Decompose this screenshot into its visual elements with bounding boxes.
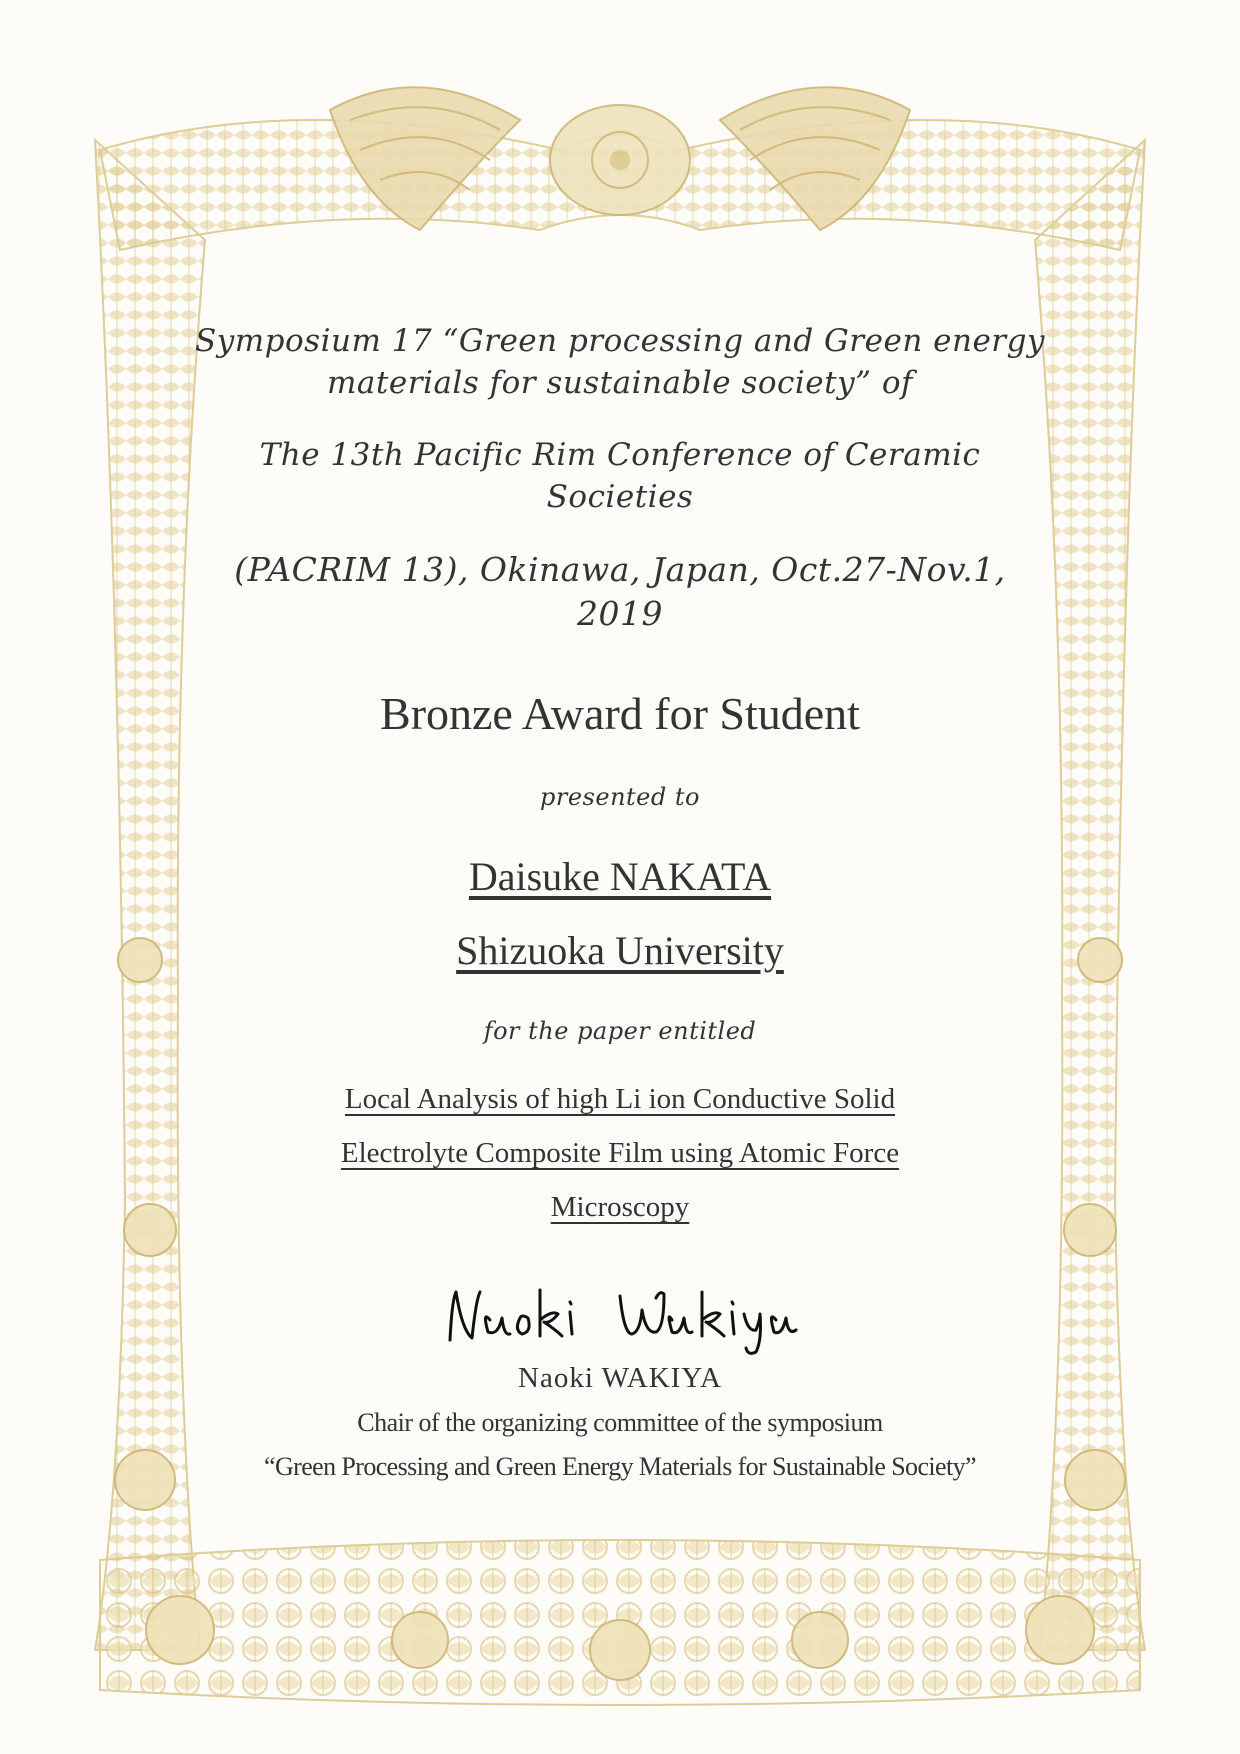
paper-title-line: Electrolyte Composite Film using Atomic Force [340,1137,900,1169]
recipient-affiliation: Shizuoka University [456,928,784,973]
conference-line: The 13th Pacific Rim Conference of Ceramic Societies [259,437,981,515]
certificate-content [190,320,1050,1484]
paper-title-line: Local Analysis of high Li ion Conductive Solid [344,1083,896,1115]
recipient-name: Daisuke NAKATA [468,854,772,899]
left-border-band [95,140,205,1650]
venue-date-line: (PACRIM 13), Okinawa, Japan, Oct.27-Nov.1, 2019 [234,550,1006,633]
center-crest-ornament [550,105,690,215]
presented-to-label: presented to [540,783,700,811]
symposium-line: Symposium 17 “Green processing and Green energy materials for sustainable society” of [195,323,1045,401]
signatory-name: Naoki WAKIYA [518,1362,722,1394]
signature [190,1270,1050,1358]
signatory-symposium: “Green Processing and Green Energy Materials for Sustainable Society” [264,1452,976,1481]
signatory-role: Chair of the organizing committee of the symposium [357,1408,883,1437]
paper-title [190,1072,1050,1234]
paper-intro-label: for the paper entitled [483,1017,757,1045]
award-title: Bronze Award for Student [380,688,860,739]
handwritten-signature [410,1270,830,1358]
right-border-band [1035,140,1145,1650]
paper-title-line: Microscopy [550,1191,690,1223]
